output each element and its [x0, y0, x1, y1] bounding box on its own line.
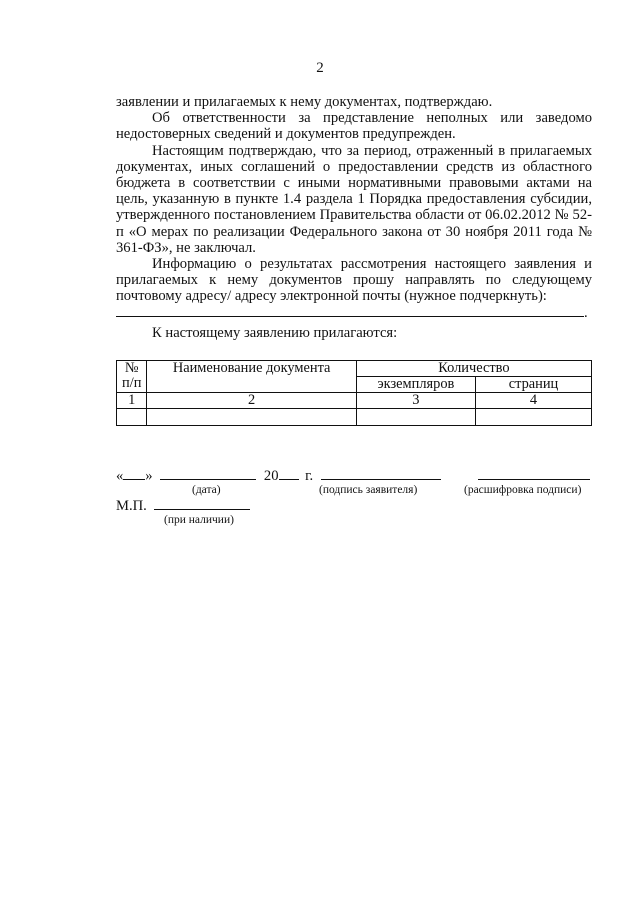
paragraph-no-agreements: Настоящим подтверждаю, что за период, отраженный в прилагаемых документах, иных соглашений о предоставлении средств из областного бюджета в соответствии с иными нормативными правовыми актами на цель, указанную в пункте 1.4 раздела 1 Порядка предоставления субсидии, утвержденного постановлением Правительства области от 06.02.2012 № 52-п «О мерах по реализации Федерального закона от 30 ноября 2011 года № 361-ФЗ», не заключал.	[116, 142, 592, 256]
date-open-quote: «	[116, 468, 124, 484]
day-field[interactable]	[123, 466, 145, 480]
signature-field[interactable]	[321, 466, 441, 480]
table-index-row	[117, 393, 592, 409]
page-number: 2	[316, 60, 324, 76]
index-cell: 3	[356, 393, 475, 409]
index-cell: 1	[117, 393, 147, 409]
header-quantity: Количество	[356, 361, 591, 377]
table-cell[interactable]	[475, 409, 591, 426]
header-copies: экземпляров	[356, 377, 475, 393]
table-cell[interactable]	[356, 409, 475, 426]
document-body	[116, 94, 592, 341]
paragraph-confirmation: заявлении и прилагаемых к нему документах, подтверждаю.	[116, 94, 493, 110]
caption-seal: (при наличии)	[164, 514, 234, 526]
address-fill-line-row	[116, 305, 592, 321]
seal-row	[116, 496, 250, 526]
table-cell[interactable]	[147, 409, 356, 426]
month-field[interactable]	[160, 466, 256, 480]
table-row	[117, 409, 592, 426]
table-cell[interactable]	[117, 409, 147, 426]
year-field[interactable]	[279, 466, 299, 480]
fill-line-period: .	[584, 304, 588, 321]
address-fill-line[interactable]	[116, 305, 584, 317]
seal-field[interactable]	[154, 496, 250, 510]
index-cell: 2	[147, 393, 356, 409]
seal-label: М.П.	[116, 498, 147, 514]
caption-decoding: (расшифровка подписи)	[464, 484, 582, 496]
caption-signature: (подпись заявителя)	[319, 484, 418, 496]
header-document-name: Наименование документа	[147, 361, 356, 393]
index-cell: 4	[475, 393, 591, 409]
year-prefix: 20	[263, 468, 279, 484]
caption-date: (дата)	[192, 484, 221, 496]
attachments-title: К настоящему заявлению прилагаются:	[152, 324, 398, 341]
paragraph-address-request: Информацию о результатах рассмотрения настоящего заявления и прилагаемых к нему документов прошу направлять по следующему почтовому адресу/ адресу электронной почты (нужное подчеркнуть):	[116, 256, 592, 305]
attachments-table	[116, 360, 592, 426]
header-pages: страниц	[475, 377, 591, 393]
date-close-quote: »	[145, 468, 153, 484]
year-suffix: г.	[305, 468, 314, 484]
header-num: № п/п	[117, 361, 147, 393]
paragraph-responsibility: Об ответственности за представление неполных или заведомо недостоверных сведений и документов предупрежден.	[116, 110, 592, 143]
name-decoding-field[interactable]	[478, 466, 590, 480]
